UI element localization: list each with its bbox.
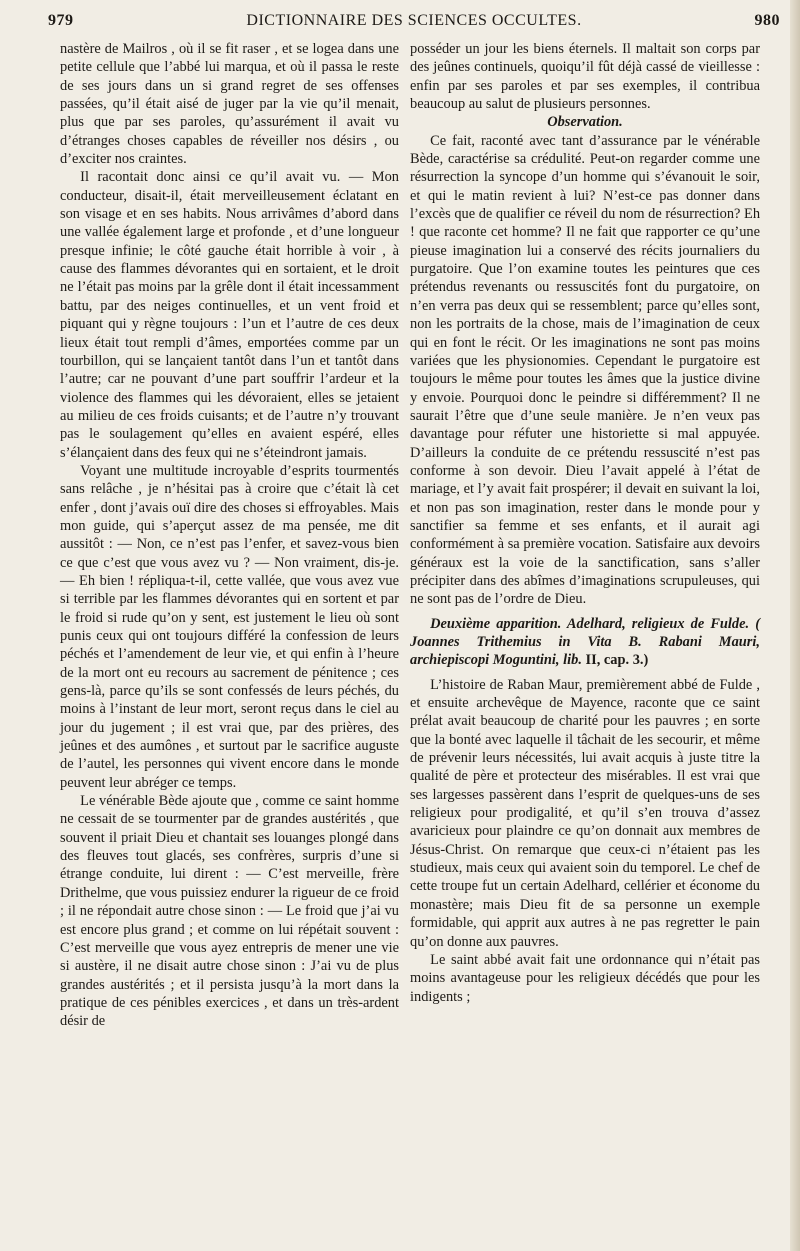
page-number-right: 980 (754, 12, 780, 29)
paragraph: nastère de Mailros , où il se fit raser , et se logea dans une petite cellule que l’abbé lui marqua, et où il passa le reste de ses jours dans un si grand regret de ses offenses passées, qu’il était aisé de juger par la vie qu’il menait, plus que par ses paroles, qu’assurément il avait vu d’étranges choses capables de réveiller nos désirs , ou d’exciter nos craintes. (60, 41, 399, 168)
paragraph: Le saint abbé avait fait une ordonnance qui n’était pas moins avantageuse pour les religieux décédés que pour les indigents ; (410, 951, 760, 1005)
paragraph: L’histoire de Raban Maur, premièrement abbé de Fulde , et ensuite archevêque de Mayence, raconte que ce saint prélat avait beaucoup de charité pour les pauvres ; en sorte que la bonté avec laquelle il tâchait de les secourir, et même de prévenir leurs nécessités, lui avait acquis à juste titre la qualité de père et protecteur des misérables. Il est vrai que ses largesses passèrent dans l’esprit de quelques-uns de ses religieux pour prodigalité, et qu’il s’en trouva d’assez avaricieux pour plaindre ce qu’on donnait aux membres de Jésus-Christ. On remarque que ceux-ci n’étaient pas les studieux, mais ceux qui avaient soin du temporel. Le chef de cette troupe fut un certain Adelhard, cellérier et économe du monastère; mais Dieu fit de sa personne un exemple formidable, qui apprit aux autres à ne pas regretter le pain qu’on donne aux pauvres. (410, 676, 760, 950)
right-column (410, 40, 760, 1006)
paragraph: Ce fait, raconté avec tant d’assurance par le vénérable Bède, caractérise sa crédulité. Peut-on regarder comme une résurrection la syncope d’un homme qui s’évanouit le soir, et qui le matin revient à lui? N’est-ce pas donner dans l’excès que de qualifier ce réveil du nom de résurrection? Eh ! que raconte cet homme? Il ne fait que rapporter ce qu’une pieuse imagination lui a conservé des récits journaliers du purgatoire. Que l’on examine toutes les peintures que ces prétendus revenants ou ressuscités font du purgatoire, on n’en verra pas deux qui se ressemblent; parce qu’elles sont, non les portraits de la chose, mais de l’imagination de ceux qui en font le récit. Or les imaginations ne sont pas moins variées que les physionomies. Cependant le purgatoire est toujours le même pour toutes les âmes que la justice divine y envoie. Pourquoi donc le peindre si différemment? Il ne saurait l’être que d’une seule manière. Je n’en veux pas davantage pour réfuter une historiette si mal appuyée. D’ailleurs la conduite de ce prétendu ressuscité n’est pas conforme à son devoir. Dieu l’avait appelé à l’état de mariage, et l’y avait fait prospérer; il devait en suivant la loi, et non pas son imagination, rester dans le monde pour y sanctifier sa femme et ses enfants, et il aurait agi conformément à sa première vocation. Satisfaire aux devoirs généraux est la voie de la sanctification, sans s’aller précipiter dans des abîmes d’imaginations scrupuleuses, qui ne sont pas de l’ordre de Dieu. (410, 132, 761, 608)
paragraph: Il racontait donc ainsi ce qu’il avait vu. — Mon conducteur, disait-il, était merveilleusement éclatant en son visage et en ses habits. Nous arrivâmes d’abord dans une vallée également large et profonde , et d’une longueur presque infinie; le côté gauche était horrible à voir , à cause des flammes dévorantes qui en sortaient, et le droit ne l’était pas moins par la grêle dont il était incessamment battu, par des neiges continuelles, et un vent froid et piquant qui y règne toujours : l’un et l’autre de ces deux lieux était tout rempli d’âmes, emportées comme par un tourbillon, qui se lançaient tantôt dans l’un et tantôt dans l’autre; car ne pouvant d’une part souffrir l’ardeur et la violence des flammes qui les dévoraient, elles se jetaient au milieu de ces froids cuisants; et de l’autre n’y trouvant pas le soulagement qu’elles en avaient espéré, elles s’élançaient dans des feux qui ne s’éteindront jamais. (60, 169, 399, 461)
running-title: DICTIONNAIRE DES SCIENCES OCCULTES. (246, 12, 582, 29)
page-number-left: 979 (48, 12, 74, 29)
left-column (60, 40, 399, 1031)
running-header (48, 8, 780, 36)
page-edge (790, 0, 800, 1251)
apparition-citation (410, 615, 760, 670)
section-heading: Observation. (547, 114, 623, 131)
paragraph: Le vénérable Bède ajoute que , comme ce saint homme ne cessait de se tourmenter par de grandes austérités , que souvent il priait Dieu et chantait ses louanges plongé dans des fleuves tout glacés, ses confrères, surpris d’une si étrange conduite, lui dirent : — C’est merveille, frère Drithelme, que vous puissiez endurer la rigueur de ce froid ; il ne répondait autre chose sinon : — Le froid que j’ai vu est encore plus grand ; et comme on lui répétait souvent : C’est merveille que vous ayez entrepris de mener une vie si austère, il ne disait autre chose sinon : J’ai vu de plus grandes austérités ; et il persista jusqu’à la mort dans la pratique de ces pénibles exercices , et dans un très-ardent désir de (60, 793, 399, 1030)
paragraph: posséder un jour les biens éternels. Il maltait son corps par des jeûnes continuels, quoiqu’il fût déjà cassé de vieillesse : enfin par ses paroles et par ses exemples, il contribua beaucoup au salut de plusieurs personnes. (410, 41, 760, 113)
paragraph: Voyant une multitude incroyable d’esprits tourmentés sans relâche , je n’hésitai pas à croire que c’était là cet enfer , dont j’avais ouï dire des choses si effroyables. Mais mon guide, qui s’aperçut assez de ma pensée, me dit aussitôt : — Non, ce n’est pas l’enfer, et savez-vous bien ce que c’est que vous avez vu ? — Non vraiment, dis-je. — Eh bien ! répliqua-t-il, cette vallée, que vous avez vue si terrible par les flammes dévorantes qui en sortent et par le froid si rude qu’on y sent, est justement le lieu où sont punis ceux qui ont toujours différé la confession de leurs péchés et l’amendement de leur vie, et qui enfin à l’heure de la mort ont eu recours au sacrement de pénitence ; ces gens-là, parce qu’ils se sont confessés de leurs péchés, du moins à l’instant de leur mort, seront reçus dans le ciel au jour du jugement ; il est vrai que, par des prières, des jeûnes et des aumônes , et surtout par le sacrifice auguste de l’autel, les personnes qui vivent encore dans le monde peuvent leur abréger ce temps. (60, 462, 399, 791)
citation-reference: II, cap. 3.) (581, 652, 649, 669)
citation-text: Deuxième apparition. Adelhard, religieux de Fulde. ( Joannes Trithemius in Vita B. Rabani Mauri, archiepiscopi Moguntini, lib. (410, 615, 760, 669)
